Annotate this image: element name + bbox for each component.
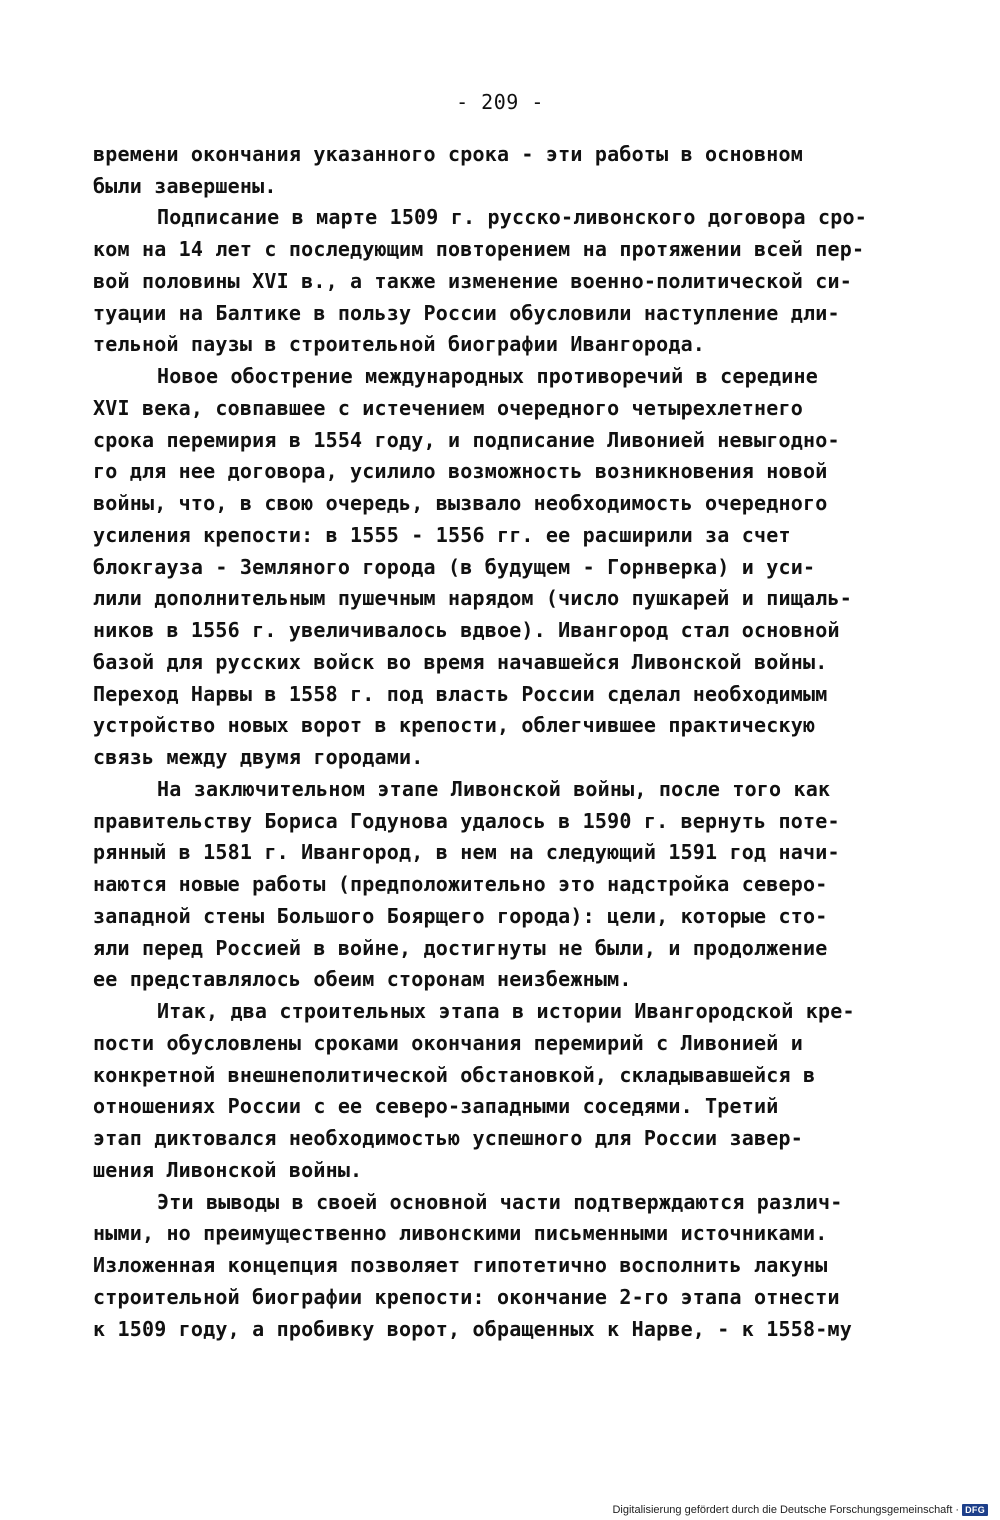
- text-line: вой половины XVI в., а также изменение военно-политической си-: [93, 269, 852, 293]
- text-line: го для нее договора, усилило возможность возникновения новой: [93, 459, 828, 483]
- text-line: были завершены.: [93, 174, 277, 198]
- text-line: срока перемирия в 1554 году, и подписание Ливонией невыгодно-: [93, 428, 840, 452]
- text-line: пости обусловлены сроками окончания перемирий с Ливонией и: [93, 1031, 803, 1055]
- credit-separator: ·: [955, 1504, 960, 1516]
- text-line: Эти выводы в своей основной части подтверждаются различ-: [157, 1190, 843, 1214]
- text-line: связь между двумя городами.: [93, 745, 424, 769]
- text-line: Изложенная концепция позволяет гипотетично восполнить лакуны: [93, 1253, 828, 1277]
- text-line: лили дополнительным пушечным нарядом (число пушкарей и пищаль-: [93, 586, 852, 610]
- text-line: рянный в 1581 г. Ивангород, в нем на следующий 1591 год начи-: [93, 840, 840, 864]
- text-line: к 1509 году, а пробивку ворот, обращенных к Нарве, - к 1558-му: [93, 1317, 852, 1341]
- text-line: отношениях России с ее северо-западными соседями. Третий: [93, 1094, 779, 1118]
- text-line: усиления крепости: в 1555 - 1556 гг. ее расширили за счет: [93, 523, 791, 547]
- text-line: конкретной внешнеполитической обстановкой, складывавшейся в: [93, 1063, 816, 1087]
- text-line: строительной биографии крепости: окончание 2-го этапа отнести: [93, 1285, 840, 1309]
- digitization-credit: [612, 1503, 988, 1517]
- text-line: тельной паузы в строительной биографии Ивангорода.: [93, 332, 706, 356]
- text-line: наются новые работы (предположительно это надстройка северо-: [93, 872, 828, 896]
- text-line: Подписание в марте 1509 г. русско-ливонского договора сро-: [157, 205, 867, 229]
- text-line: Переход Нарвы в 1558 г. под власть России сделал необходимым: [93, 682, 828, 706]
- text-line: ее представлялось обеим сторонам неизбежным.: [93, 967, 632, 991]
- text-line: войны, что, в свою очередь, вызвало необходимость очередного: [93, 491, 828, 515]
- text-line: правительству Бориса Годунова удалось в 1590 г. вернуть поте-: [93, 809, 840, 833]
- text-line: ком на 14 лет с последующим повторением на протяжении всей пер-: [93, 237, 865, 261]
- text-line: времени окончания указанного срока - эти работы в основном: [93, 142, 803, 166]
- text-line: западной стены Большого Боярщего города): цели, которые сто-: [93, 904, 828, 928]
- text-line: ными, но преимущественно ливонскими письменными источниками.: [93, 1221, 828, 1245]
- text-line: шения Ливонской войны.: [93, 1158, 363, 1182]
- text-line: Итак, два строительных этапа в истории Ивангородской кре-: [157, 999, 855, 1023]
- dfg-logo-icon: DFG: [962, 1504, 988, 1516]
- credit-text: Digitalisierung gefördert durch die Deutsche Forschungsgemeinschaft: [612, 1504, 953, 1516]
- text-line: блокгауза - Земляного города (в будущем - Горнверка) и уси-: [93, 555, 816, 579]
- text-line: туации на Балтике в пользу России обусловили наступление дли-: [93, 301, 840, 325]
- text-line: На заключительном этапе Ливонской войны, после того как: [157, 777, 831, 801]
- text-line: этап диктовался необходимостью успешного для России завер-: [93, 1126, 803, 1150]
- text-line: XVI века, совпавшее с истечением очередного четырехлетнего: [93, 396, 803, 420]
- page-number: - 209 -: [456, 90, 544, 114]
- text-line: Новое обострение международных противоречий в середине: [157, 364, 819, 388]
- text-line: устройство новых ворот в крепости, облегчившее практическую: [93, 713, 816, 737]
- text-line: базой для русских войск во время начавшейся Ливонской войны.: [93, 650, 828, 674]
- text-line: яли перед Россией в войне, достигнуты не были, и продолжение: [93, 936, 828, 960]
- text-line: ников в 1556 г. увеличивалось вдвое). Ивангород стал основной: [93, 618, 840, 642]
